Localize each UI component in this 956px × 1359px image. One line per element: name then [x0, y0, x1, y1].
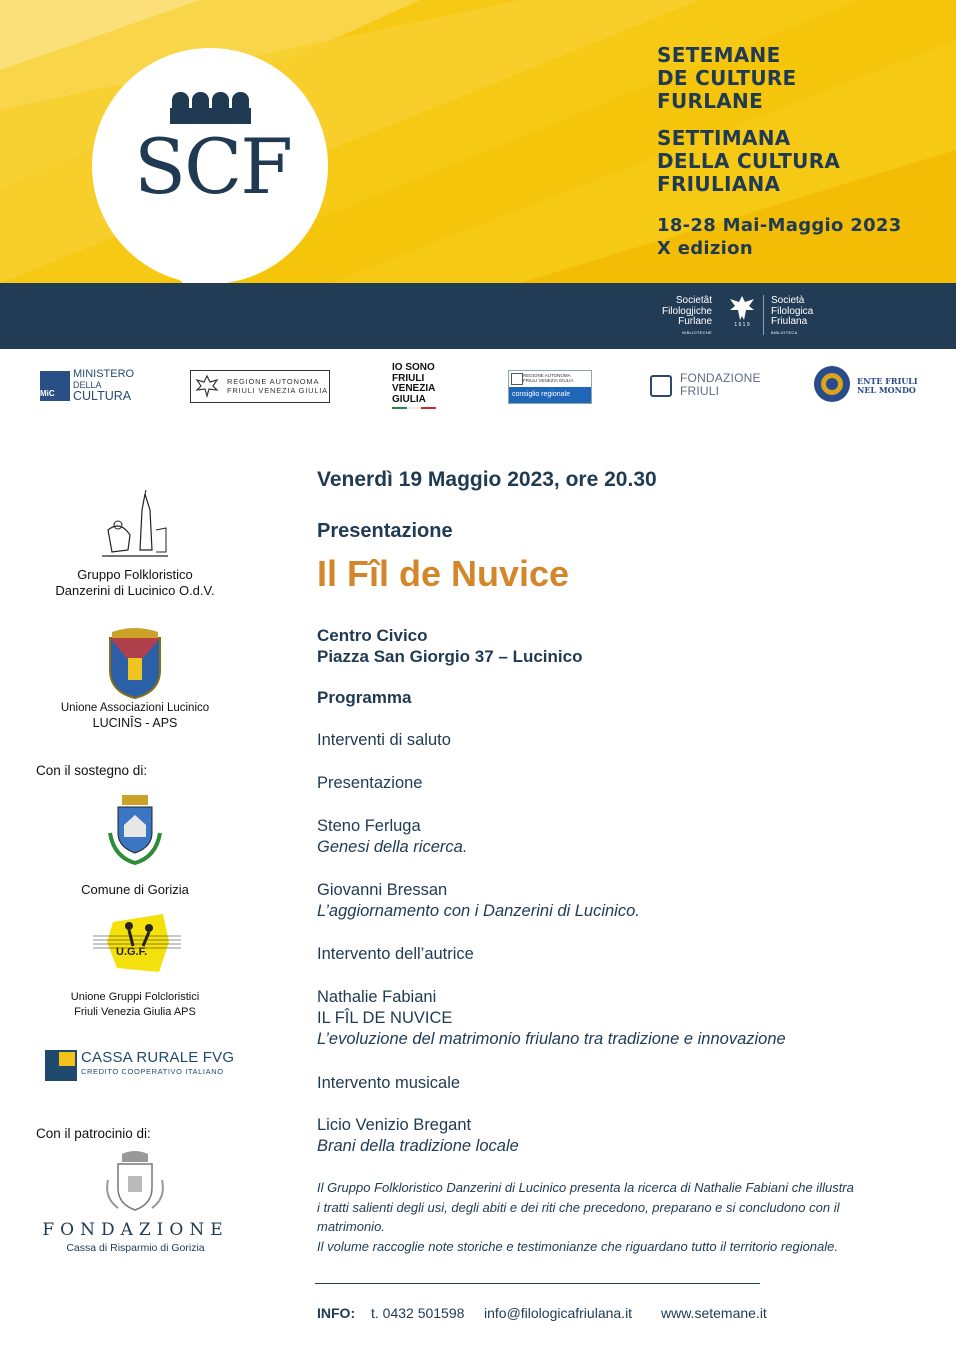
info-email-link[interactable]: info@filologicafriulana.it [484, 1305, 633, 1321]
program-item-6 [317, 987, 786, 1050]
program-item-6-desc: L’evoluzione del matrimonio friulano tra tradizione e innovazione [317, 1030, 786, 1048]
comune-caption: Comune di Gorizia [81, 882, 189, 897]
title-furlan-line-2: DE CULTURE [657, 66, 797, 90]
ente-line-2: NEL MONDO [857, 385, 916, 395]
mic-label [73, 369, 134, 402]
venue-line-2: Piazza San Giorgio 37 – Lucinico [317, 647, 583, 666]
fondazione-friuli-icon [650, 375, 672, 397]
fondazione-carigo-subtitle: Cassa di Risparmio di Gorizia [66, 1242, 205, 1254]
description-line-2: i tratti salienti degli usi, degli abiti e dei riti che precedono, preparano e si concludono con il [317, 1199, 840, 1215]
consiglio-bar: consiglio regionale [509, 387, 591, 403]
danzerini-caption [35, 567, 235, 599]
unione-line-2: LUCINÎS - APS [92, 716, 178, 730]
sf-furlane-line-1: Societât [675, 295, 712, 306]
fondazione-friuli-line-2: FRIULI [680, 384, 720, 398]
program-item-3 [317, 816, 467, 858]
consiglio-label [523, 373, 574, 383]
event-kicker: Presentazione [317, 520, 453, 542]
sponsor-consiglio-regionale [508, 370, 592, 404]
title-italian [657, 127, 840, 196]
program-item-3-desc: Genesi della ricerca. [317, 838, 468, 856]
sponsor-ente-friuli [813, 365, 923, 405]
program-item-1: Interventi di saluto [317, 731, 451, 749]
consiglio-line-2: FRIULI VENEZIA GIULIA [523, 378, 574, 383]
danzerini-logo-icon [100, 490, 170, 568]
regione-line-2: FRIULI VENEZIA GIULIA [227, 386, 328, 395]
danzerini-line-2: Danzerini di Lucinico O.d.V. [55, 583, 215, 598]
ente-friuli-seal-icon [813, 365, 851, 403]
ente-friuli-label [857, 377, 918, 395]
sponsor-regione-fvg [190, 370, 330, 403]
festival-dates: 18-28 Mai-Maggio 2023 [657, 215, 902, 236]
fondazione-friuli-label [680, 372, 761, 398]
ugf-line-1: Unione Gruppi Folcloristici [70, 991, 200, 1003]
ugf-badge-text: U.G.F. [116, 946, 148, 958]
consiglio-eagle-icon [511, 373, 523, 385]
program-item-2: Presentazione [317, 774, 423, 792]
description-line-1: Il Gruppo Folkloristico Danzerini di Lucinico presenta la ricerca di Nathalie Fabiani che illustra [317, 1180, 854, 1195]
info-website-link[interactable]: www.setemane.it [661, 1305, 767, 1321]
info-phone[interactable]: t. 0432 501598 [371, 1305, 465, 1321]
description-line-3: matrimonio. [317, 1219, 385, 1234]
description-line-4: Il volume raccoglie note storiche e testimonianze che riguardano tutto il territorio regionale. [317, 1238, 838, 1254]
sf-furlane-line-3: Furlane [678, 316, 712, 327]
cassa-rurale-icon [45, 1050, 77, 1081]
sf-friulana-line-1: Società [771, 295, 805, 306]
header-banner [0, 0, 956, 283]
footer-divider [315, 1283, 760, 1284]
iosono-line-3: VENEZIA [392, 383, 436, 394]
program-item-6-name: Nathalie Fabiani [317, 988, 437, 1006]
scf-logo-text: SCF [134, 122, 291, 211]
title-italian-line-1: SETTIMANA [657, 126, 791, 150]
event-description [317, 1178, 932, 1256]
patrocinio-heading: Con il patrocinio di: [36, 1126, 151, 1141]
regione-eagle-icon [195, 374, 219, 398]
ugf-logo-icon [93, 912, 181, 976]
organizer-band [0, 283, 956, 349]
consiglio-line-1: REGIONE AUTONOMA [523, 373, 571, 378]
sf-friulana-small: BIBLIOTECA [771, 329, 798, 335]
sf-year: 1 9 1 9 [734, 322, 750, 328]
cassa-rurale-label [81, 1049, 234, 1076]
program-item-6-title: IL FÎL DE NUVICE [317, 1009, 453, 1027]
ente-line-1: ENTE FRIULI [857, 376, 918, 386]
sf-furlane-label [640, 296, 712, 338]
gorizia-coat-of-arms-icon [104, 793, 166, 867]
italian-flag-stripe [392, 407, 436, 409]
mic-badge-text: MiC [40, 389, 55, 398]
fondazione-friuli-line-1: FONDAZIONE [680, 371, 761, 385]
iosono-line-2: FRIULI [392, 372, 425, 384]
festival-edition: X edizion [657, 238, 753, 259]
program-item-8 [317, 1115, 519, 1157]
program-item-4-name: Giovanni Bressan [317, 881, 448, 899]
cassa-line-2: CREDITO COOPERATIVO ITALIANO [81, 1067, 224, 1076]
sponsor-ministero-cultura [40, 369, 180, 405]
mic-line-1: MINISTERO [73, 368, 135, 380]
fondazione-carigo-title: FONDAZIONE [42, 1220, 229, 1240]
unione-line-1: Unione Associazioni Lucinico [60, 702, 210, 714]
sf-furlane-line-2: Filologjiche [661, 305, 712, 317]
info-label: INFO: [317, 1305, 356, 1321]
sostegno-heading: Con il sostegno di: [36, 763, 148, 778]
title-furlan-line-1: SETEMANE [657, 43, 781, 67]
program-item-4-desc: L’aggiornamento con i Danzerini di Lucinico. [317, 902, 640, 920]
venue [317, 625, 582, 667]
mic-line-3: CULTURA [73, 389, 132, 403]
sf-friulana-label [771, 296, 843, 338]
venue-line-1: Centro Civico [317, 626, 428, 645]
sponsor-io-sono-fvg [392, 363, 436, 409]
program-item-8-name: Licio Venizio Bregant [317, 1116, 472, 1134]
regione-label [227, 377, 328, 395]
sf-friulana-line-2: Filologica [771, 305, 814, 317]
program-item-3-name: Steno Ferluga [317, 817, 421, 835]
ugf-caption [35, 990, 235, 1020]
lucinico-coat-of-arms-icon [104, 628, 166, 700]
event-date: Venerdì 19 Maggio 2023, ore 20.30 [317, 468, 657, 491]
regione-line-1: REGIONE AUTONOMA [227, 377, 320, 386]
program-item-5: Intervento dell’autrice [317, 945, 474, 963]
fondazione-carigo-crest-icon [104, 1150, 166, 1216]
sf-furlane-small: BIBLIOTECHE [682, 329, 712, 335]
sponsor-fondazione-friuli [650, 372, 770, 404]
title-italian-line-3: FRIULIANA [657, 172, 781, 196]
title-furlan [657, 44, 797, 113]
title-furlan-line-3: FURLANE [657, 89, 764, 113]
sf-friulana-line-3: Friulana [771, 316, 808, 327]
unione-caption [35, 701, 235, 731]
program-item-7: Intervento musicale [317, 1074, 461, 1092]
program-item-4 [317, 880, 640, 922]
iosono-line-4: GIULIA [392, 393, 426, 405]
program-item-8-desc: Brani della tradizione locale [317, 1137, 519, 1155]
title-italian-line-2: DELLA CULTURA [657, 149, 841, 173]
event-title: Il Fîl de Nuvice [317, 553, 570, 594]
ugf-line-2: Friuli Venezia Giulia APS [74, 1006, 196, 1018]
mic-line-2: DELLA [73, 380, 102, 390]
sf-divider [763, 295, 764, 335]
danzerini-line-1: Gruppo Folkloristico [77, 567, 193, 582]
iosono-line-1: IO SONO [392, 362, 435, 373]
cassa-line-1: CASSA RURALE FVG [81, 1049, 235, 1066]
program-heading: Programma [317, 688, 412, 707]
